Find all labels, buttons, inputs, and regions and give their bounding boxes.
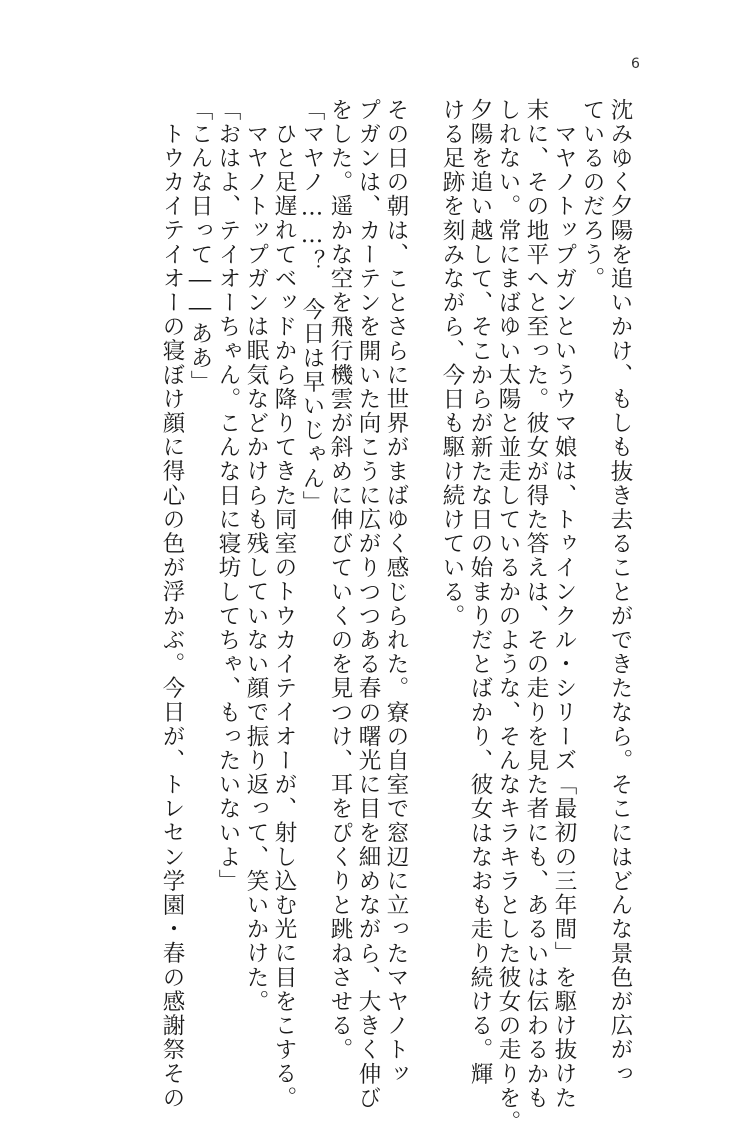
- text-line: しれない。常にまばゆい太陽と並走しているかのような、そんなキラキラとした彼女の走りを。: [495, 98, 521, 1134]
- text-line: マヤノトップガンは眠気などかけらも残していない顔で振り返って、笑いかけた。: [243, 122, 269, 1014]
- text-line: ひと足遅れてベッドから降りてきた同室のトウカイテイオーが、射し込む光に目をこする。: [271, 122, 297, 1111]
- text-line: ているのだろう。: [579, 98, 605, 291]
- dialogue-line: 「マヤノ……？ 今日は早いじゃん」: [299, 98, 325, 515]
- text-line: ける足跡を刻みながら、今日も駆け続けている。: [439, 98, 465, 629]
- text-line: 夕陽を追い越して、そこからが新たな日の始まりだとばかり、彼女はなおも走り続ける。輝: [467, 98, 493, 1087]
- page-number: 6: [631, 56, 640, 72]
- text-line: マヤノトップガンというウマ娘は、トゥインクル・シリーズ「最初の三年間」を駆け抜けた: [551, 122, 577, 1111]
- blank-line: [412, 98, 436, 958]
- vertical-text-body: [132, 98, 633, 1134]
- text-line: 末に、その地平へと至った。彼女が得た答えは、その走りを見た者にも、あるいは伝わるかも: [523, 98, 549, 1111]
- text-line: 沈みゆく夕陽を追いかけ、もしも抜き去ることができたなら。そこにはどんな景色が広がっ: [607, 98, 633, 1087]
- text-line: をした。遥かな空を飛行機雲が斜めに伸びていくのを見つけ、耳をぴくりと跳ねさせる。: [327, 98, 353, 1062]
- text-line: トウカイテイオーの寝ぼけ顔に得心の色が浮かぶ。今日が、トレセン学園・春の感謝祭その: [159, 122, 185, 1111]
- dialogue-line: 「おはよ、テイオーちゃん。こんな日に寝坊してちゃ、もったいないよ」: [215, 98, 241, 894]
- text-line: プガンは、カーテンを開いた向こうに広がりつつある春の曙光に目を細めながら、大きく伸び: [355, 98, 381, 1111]
- text-line: その日の朝は、ことさらに世界がまばゆく感じられた。寮の自室で窓辺に立ったマヤノトッ: [383, 98, 409, 1087]
- dialogue-line: 「こんな日って――ああ」: [187, 98, 213, 395]
